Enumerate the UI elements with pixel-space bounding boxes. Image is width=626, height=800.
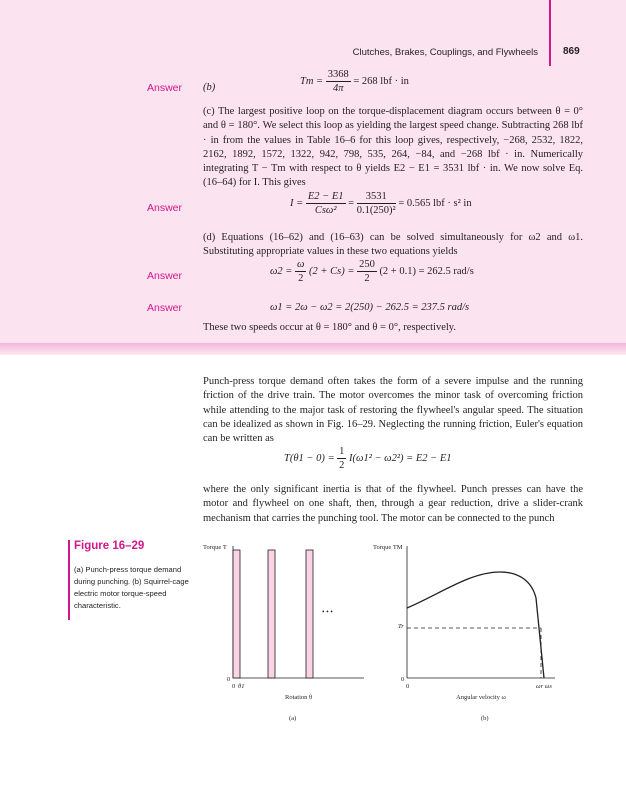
part-b-label: (b): [203, 82, 216, 93]
eq-omega2-den2: 2: [364, 273, 370, 284]
eq-omega2-mid: (2 + Cs) =: [309, 265, 355, 277]
eq-inertia-num1: E2 − E1: [307, 191, 344, 202]
eq-tm-den: 4π: [333, 83, 344, 94]
fig-b-origin: 0: [401, 676, 405, 683]
eq-omega2-lhs: ω2 =: [270, 265, 293, 277]
answer-label: Answer: [147, 270, 183, 282]
eq-omega2: [270, 258, 474, 285]
euler-num: 1: [339, 446, 345, 457]
part-d-paragraph: (d) Equations (16–62) and (16–63) can be solved simultaneously for ω2 and ω1. Substituting appropriate values in these two equations yields: [203, 232, 583, 258]
eq-tm-lhs: Tm =: [300, 75, 324, 87]
panel-bottom-band: [0, 343, 626, 355]
fig-b-torque-curve: [407, 572, 544, 678]
fig-a-origin: 0: [227, 676, 231, 683]
fig-b-x-label: Angular velocity ω: [456, 694, 506, 701]
eq-tm-result: = 268 lbf · in: [353, 75, 409, 87]
answer-label: Answer: [147, 202, 183, 214]
fig-b-tick-0: 0: [406, 683, 410, 690]
fig-a-plot: [226, 542, 366, 682]
eq-inertia: I = $\frac{E2 - E1}{\text{Csω²}}$ = $\frac{3531}{\text{0.1(250)²}}$ = 0.565 lbf · s² in: [290, 191, 472, 216]
fig-a-x-label: Rotation θ: [285, 694, 313, 701]
fig-b-sub-label: (b): [481, 715, 489, 722]
eq-inertia-den1: Csω²: [314, 205, 337, 216]
eq-inertia-result: = 0.565 lbf · s² in: [398, 197, 472, 209]
euler-half: [337, 445, 346, 472]
figure-accent-bar: [68, 540, 70, 620]
summary-line: These two speeds occur at θ = 180° and θ = 0°, respectively.: [203, 322, 456, 333]
fig-a-y-label: Torque T: [203, 544, 227, 551]
body-paragraph-1: Punch-press torque demand often takes the form of a severe impulse and the running friction of the drive train. The motor overcomes the minor task of overcoming friction while attending to the major task of restoring the flywheel's angular speed. The situation can be idealized as shown in Fig. 16–29. Neglecting the running friction, Euler's equation can be written as: [203, 376, 583, 445]
fig-a-impulse-bar: [268, 550, 275, 678]
fig-b-tr-label: Tr: [398, 623, 404, 630]
figure-title: Figure 16–29: [74, 540, 145, 552]
answer-label: Answer: [147, 302, 183, 314]
eq-inertia-num2: 3531: [357, 190, 396, 204]
euler-rhs: I(ω1² − ω2²) = E2 − E1: [349, 452, 452, 464]
figure-caption: (a) Punch-press torque demand during punching. (b) Squirrel-cage electric motor torque-speed characteristic.: [74, 565, 189, 610]
running-head: Clutches, Brakes, Couplings, and Flywheels: [352, 47, 538, 58]
eq-inertia-lhs: I =: [290, 197, 304, 209]
eq-omega2-frac2: [357, 258, 377, 285]
eq-tm-fraction: [326, 68, 351, 95]
euler-den: 2: [339, 460, 345, 471]
page-number: 869: [563, 46, 580, 57]
eq-tm-num: 3368: [327, 69, 349, 80]
header-rule: [549, 0, 551, 66]
answer-label: Answer: [147, 82, 183, 94]
eq-inertia-frac1: [306, 190, 346, 217]
fig-a-sub-label: (a): [289, 715, 297, 722]
eq-omega2-num2: 250: [359, 259, 375, 270]
eq-tm: [300, 68, 409, 95]
fig-a-impulse-bar: [306, 550, 313, 678]
eq-omega2-num1: ω: [297, 259, 305, 270]
part-c-paragraph: (c) The largest positive loop on the torque-displacement diagram occurs between θ = 0° and θ = 180°. We select this loop as yielding the largest speed change. Subtracting 268 lbf · in from the values in Table 16–6 for this loop gives, respectively, −268, 2532, 1822, 2162, 1892, 1572, 1322, 942, 798, 535, 264, −84, and −268 lbf · in. Numerically integrating T − Tm with respect to θ yields E2 − E1 = 3531 lbf · in. We now solve Eq. (16–64) for I. This gives: [203, 106, 583, 189]
euler-lhs: T(θ1 − 0) =: [284, 452, 335, 464]
fig-b-y-label: Torque TM: [373, 544, 403, 551]
fig-a-tick-theta1: θ1: [238, 683, 245, 690]
fig-a-impulse-bar: [233, 550, 240, 678]
body-paragraph-2: where the only significant inertia is that of the flywheel. Punch presses can have the motor and flywheel on one shaft, then, through a gear reduction, drive a slider-crank mechanism that carries the punching tool. The motor can be connected to the punch: [203, 484, 583, 524]
fig-b-x-ticks: ωr ωs: [536, 683, 552, 690]
eq-omega1: ω1 = 2ω − ω2 = 2(250) − 262.5 = 237.5 rad/s: [270, 302, 470, 313]
fig-a-tick-0: 0: [232, 683, 236, 690]
eq-inertia-frac2: [357, 190, 396, 217]
fig-b-plot: [400, 542, 560, 682]
eq-omega2-result: (2 + 0.1) = 262.5 rad/s: [379, 265, 474, 277]
euler-equation: [284, 445, 452, 472]
eq-omega2-frac1: [295, 258, 306, 285]
eq-inertia-den2: 0.1(250)²: [356, 205, 396, 216]
eq-omega2-den1: 2: [298, 273, 304, 284]
fig-a-ellipsis: • • •: [322, 608, 333, 616]
